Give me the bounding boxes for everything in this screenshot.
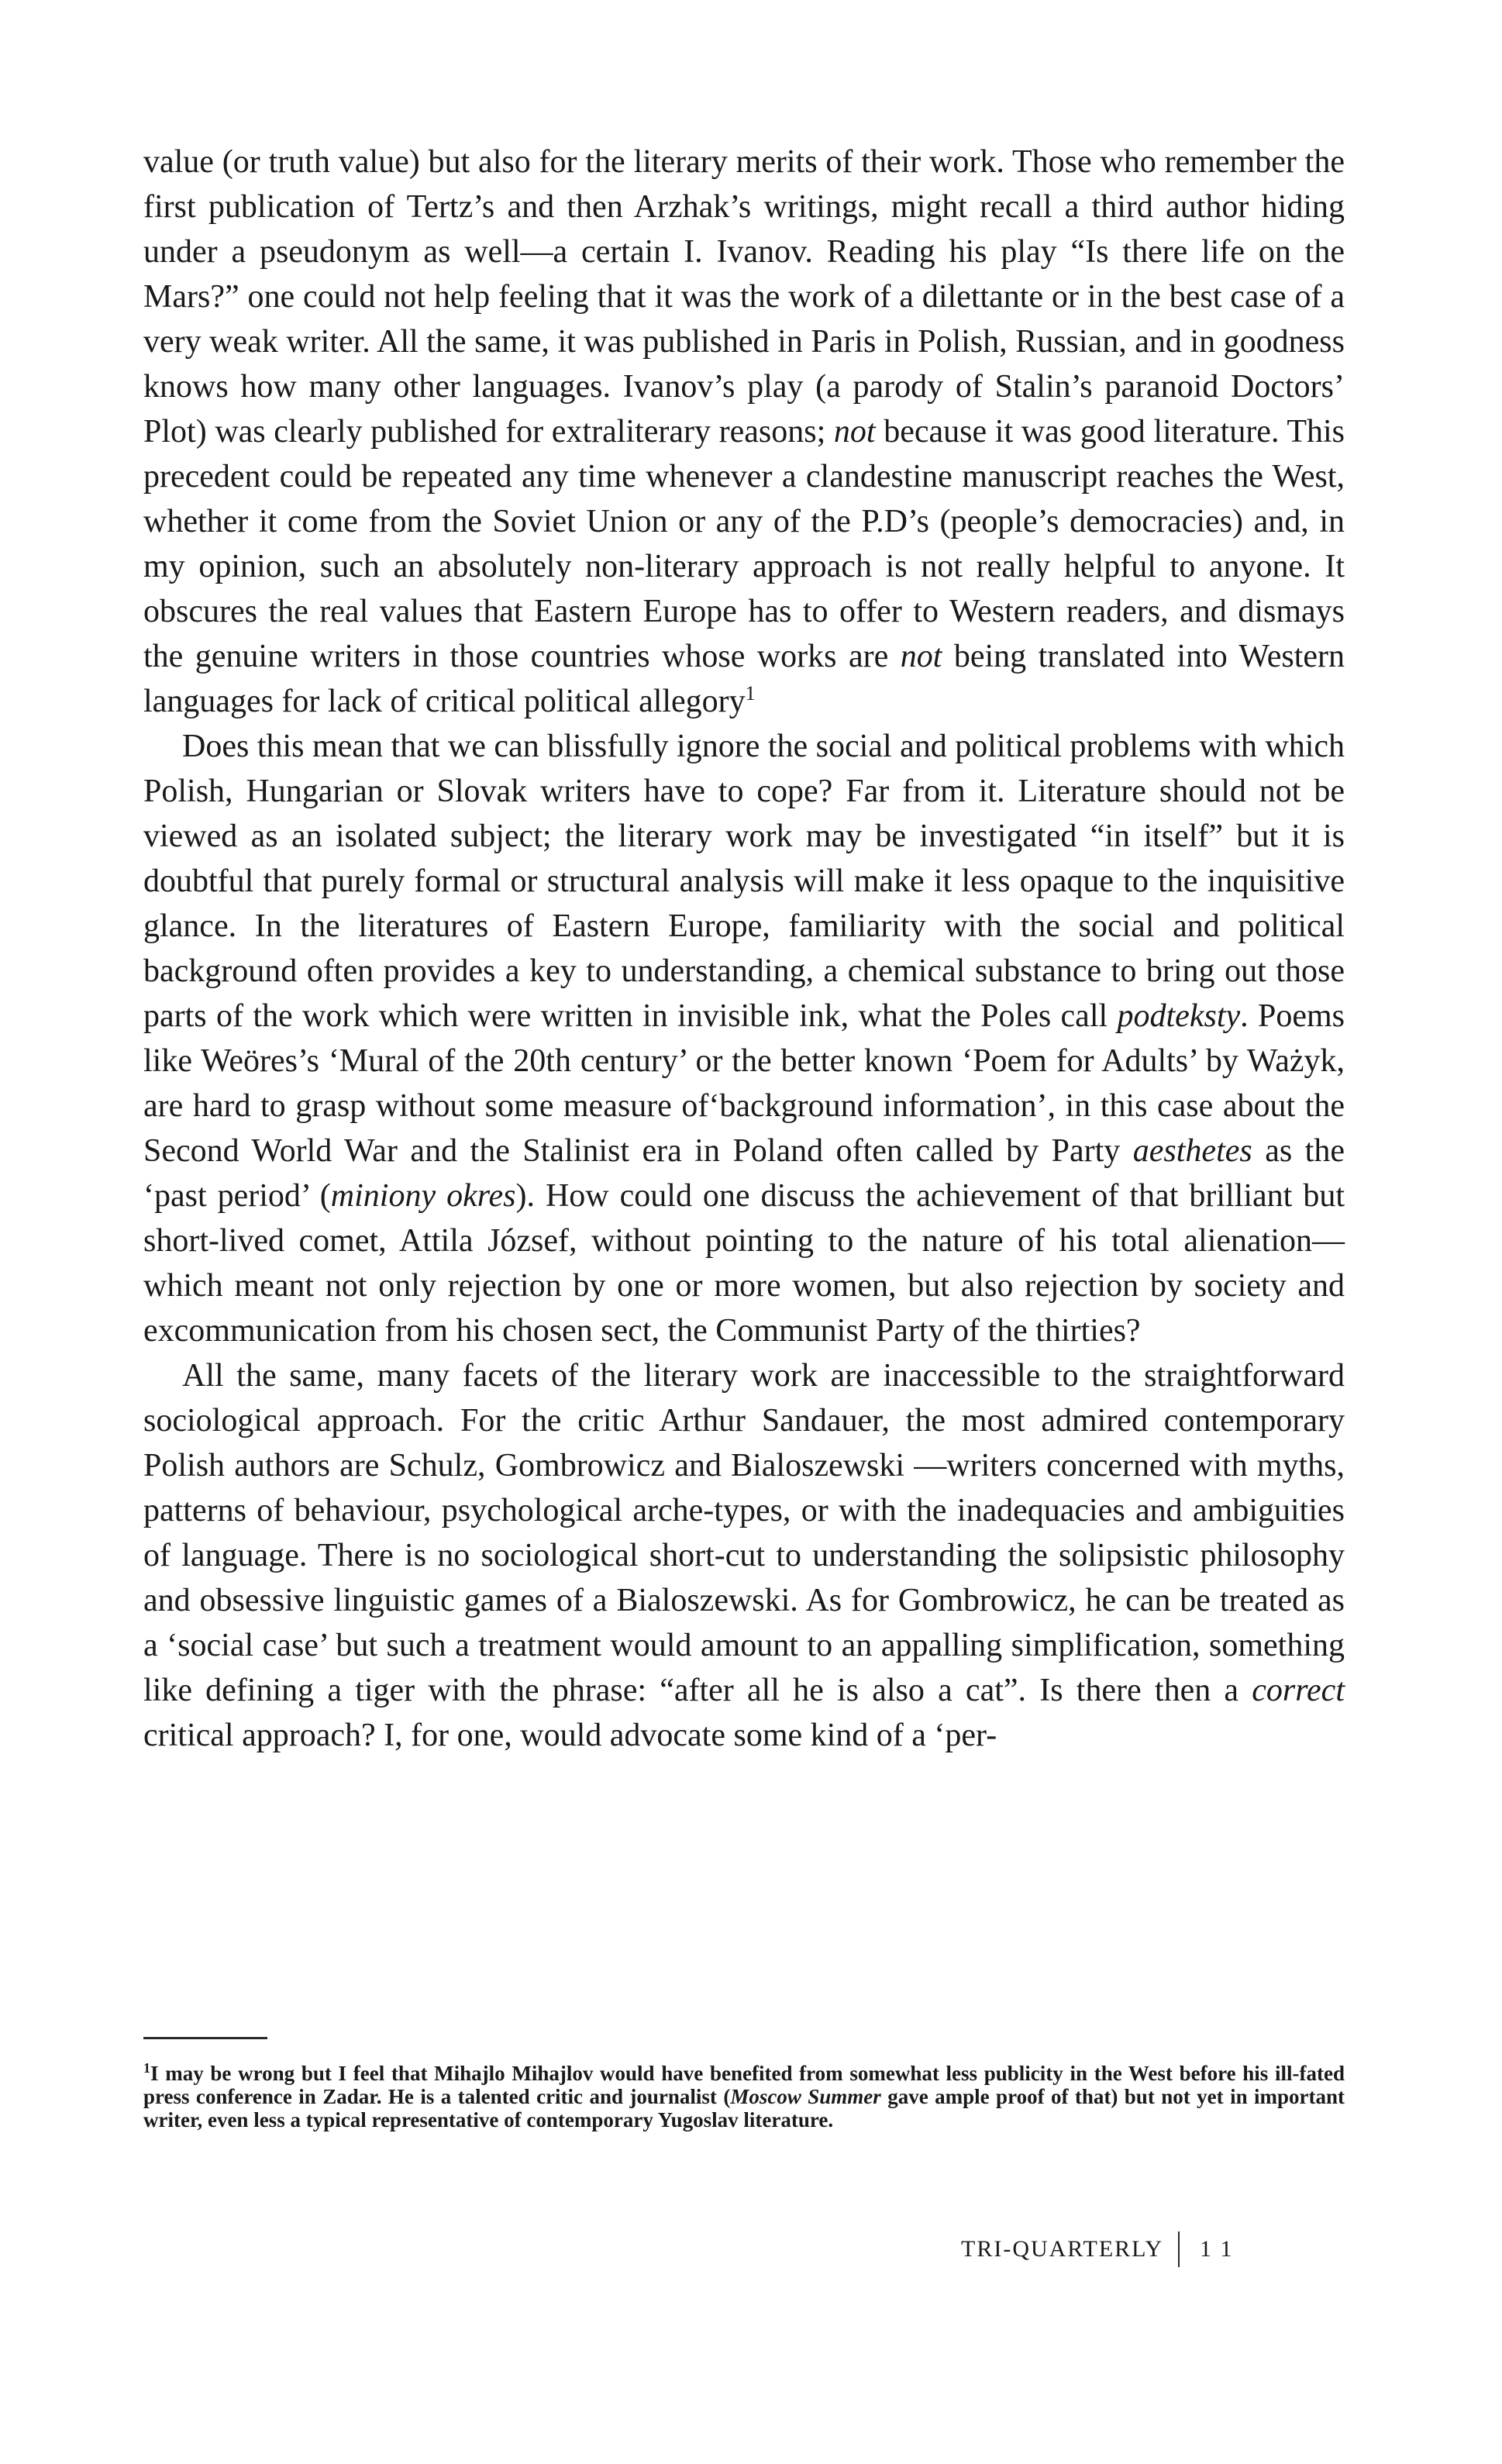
paragraph-1-text-a: value (or truth value) but also for the literary merits of their work. Those who remember the first publication of Tertz’s and then Arzhak’s writings, might recall a third author hiding under a pseudonym as well—a certain I. Ivanov. Reading his play “Is there life on the Mars?” one could not help feeling that it was the work of a dilettante or in the best case of a very weak writer. All the same, it was published in Paris in Polish, Russian, and in goodness knows how many other languages. Ivanov’s play (a parody of Stalin’s paranoid Doctors’ Plot) was clearly published for extraliterary reasons; (143, 144, 1345, 450)
paragraph-3 (143, 1353, 1345, 1758)
footnote-text-a: I may be wrong but I feel that Mihajlo Mihajlov would have benefited from somewhat less publicity in the West before his ill-fated press conference in Zadar. He is a talented critic and journalist ( (143, 2062, 1345, 2108)
body-text (143, 140, 1345, 1758)
journal-name: TRI-QUARTERLY (961, 2236, 1164, 2262)
paragraph-1-text-c: because it was good literature. This precedent could be repeated any time whenever a clandestine manuscript reaches the West, whether it come from the Soviet Union or any of the P.D’s (people’s democracies) and, in my opinion, such an absolutely non-literary approach is not really helpful to anyone. It obscures the real values that Eastern Europe has to offer to Western readers, and dismays the genuine writers in those countries whose works are (143, 414, 1345, 674)
paragraph-2-text-c: . Poems like Weöres’s ‘Mural of the 20th century’ or the better known ‘Poem for Adults’ by Ważyk, are hard to grasp without some measure of‘background information’, in this case about the Second World War and the Stalinist era in Poland often called by Party (143, 998, 1345, 1169)
footnote-divider (143, 2037, 267, 2039)
paragraph-1 (143, 140, 1345, 724)
running-footer (961, 2236, 1287, 2267)
paragraph-2-term-podteksty: podteksty (1117, 998, 1241, 1034)
footer-separator (1178, 2231, 1180, 2267)
footnote-text-c: gave ample proof of that) but not yet in important writer, even less a typical representative of contemporary Yugoslav literature. (143, 2085, 1345, 2131)
paragraph-3-emphasis-correct: correct (1252, 1673, 1345, 1708)
footnote (143, 2062, 1345, 2131)
footnote-mark: 1 (143, 2060, 150, 2076)
paragraph-2 (143, 724, 1345, 1353)
paragraph-2-term-miniony-okres: miniony okres (330, 1178, 516, 1214)
page-number: 1 1 (1200, 2236, 1234, 2262)
footnote-reference: 1 (745, 682, 756, 705)
paragraph-3-text-c: critical approach? I, for one, would advocate some kind of a ‘per- (143, 1718, 997, 1753)
paragraph-2-text-e: as the ‘past period’ ( (143, 1133, 1345, 1214)
paragraph-2-term-aesthetes: aesthetes (1132, 1133, 1252, 1169)
paragraph-2-text-a: Does this mean that we can blissfully ignore the social and political problems with which Polish, Hungarian or Slovak writers have to cope? Far from it. Literature should not be viewed as an isolated subject; the literary work may be investigated “in itself” but it is doubtful that purely formal or structural analysis will make it less opaque to the inquisitive glance. In the literatures of Eastern Europe, familiarity with the social and political background often provides a key to understanding, a chemical substance to bring out those parts of the work which were written in invisible ink, what the Poles call (143, 729, 1345, 1034)
footnote-title-moscow-summer: Moscow Summer (730, 2085, 881, 2108)
paragraph-2-text-g: ). How could one discuss the achievement of that brilliant but short-lived comet, Attila József, without pointing to the nature of his total alienation—which meant not only rejection by one or more women, but also rejection by society and excommunication from his chosen sect, the Communist Party of the thirties? (143, 1178, 1345, 1349)
paragraph-1-emphasis-not: not (833, 414, 876, 450)
paragraph-1-emphasis-not-2: not (900, 639, 942, 674)
paragraph-3-text-a: All the same, many facets of the literary work are inaccessible to the straightforward sociological approach. For the critic Arthur Sandauer, the most admired contemporary Polish authors are Schulz, Gombrowicz and Bialoszewski —writers concerned with myths, patterns of behaviour, psychological arche-types, or with the inadequacies and ambiguities of language. There is no sociological short-cut to understanding the solipsistic philosophy and obsessive linguistic games of a Bialoszewski. As for Gombrowicz, he can be treated as a ‘social case’ but such a treatment would amount to an appalling simplification, something like defining a tiger with the phrase: “after all he is also a cat”. Is there then a (143, 1358, 1345, 1708)
paragraph-1-text-e: being translated into Western languages for lack of critical political allegory (143, 639, 1345, 719)
